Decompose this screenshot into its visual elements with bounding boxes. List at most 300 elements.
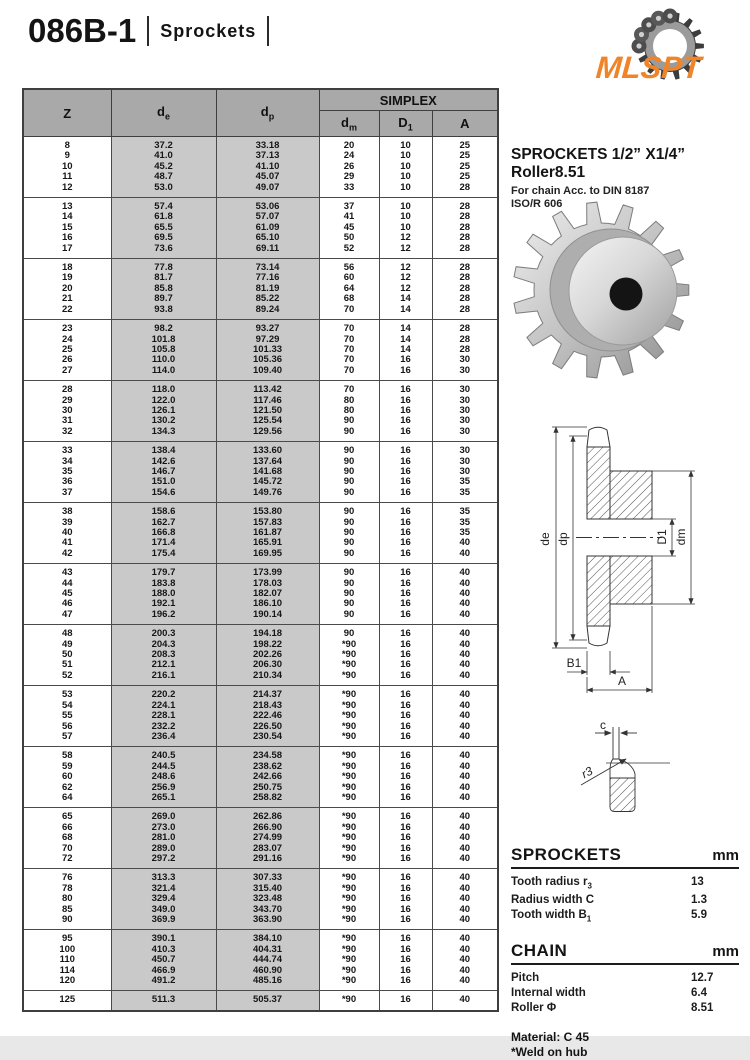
cell-dm: 90 bbox=[319, 477, 379, 487]
cell-z: 40 bbox=[23, 528, 111, 538]
cell-z: 16 bbox=[23, 233, 111, 243]
cell-dp: 57.07 bbox=[216, 212, 319, 222]
sprocket-chain-logo-icon bbox=[602, 4, 730, 56]
table-row bbox=[23, 183, 498, 198]
divider-bar bbox=[267, 16, 269, 46]
cell-a: 40 bbox=[432, 650, 498, 660]
cell-de: 53.0 bbox=[111, 183, 216, 198]
table-row bbox=[23, 610, 498, 625]
cell-a: 40 bbox=[432, 905, 498, 915]
cell-de: 142.6 bbox=[111, 457, 216, 467]
chain-unit-label: mm bbox=[712, 942, 739, 960]
cell-de: 130.2 bbox=[111, 416, 216, 426]
table-row bbox=[23, 427, 498, 442]
cell-dm: *90 bbox=[319, 991, 379, 1011]
cell-de: 85.8 bbox=[111, 284, 216, 294]
cell-z: 15 bbox=[23, 223, 111, 233]
spec-value: 8.51 bbox=[691, 1001, 714, 1014]
cell-dp: 77.16 bbox=[216, 273, 319, 283]
spec-label: Radius width C bbox=[511, 894, 595, 907]
cell-d1: 14 bbox=[379, 345, 432, 355]
cell-dp: 460.90 bbox=[216, 966, 319, 976]
cell-dp: 404.31 bbox=[216, 945, 319, 955]
cell-z: 65 bbox=[23, 808, 111, 823]
cell-z: 14 bbox=[23, 212, 111, 222]
table-row bbox=[23, 503, 498, 518]
cell-dm: 70 bbox=[319, 305, 379, 320]
cell-dp: 113.42 bbox=[216, 381, 319, 396]
cell-dm: 70 bbox=[319, 366, 379, 381]
col-header-de: $d_e$ bbox=[111, 89, 216, 137]
cell-de: 81.7 bbox=[111, 273, 216, 283]
cell-de: 466.9 bbox=[111, 966, 216, 976]
cell-de: 269.0 bbox=[111, 808, 216, 823]
cell-dm: 70 bbox=[319, 335, 379, 345]
cell-z: 30 bbox=[23, 406, 111, 416]
cell-z: 17 bbox=[23, 244, 111, 259]
cell-dp: 485.16 bbox=[216, 976, 319, 991]
cell-dm: *90 bbox=[319, 854, 379, 869]
cell-d1: 16 bbox=[379, 549, 432, 564]
spec-label: Pitch bbox=[511, 971, 540, 984]
cell-z: 9 bbox=[23, 151, 111, 161]
cell-de: 183.8 bbox=[111, 579, 216, 589]
table-row bbox=[23, 137, 498, 152]
cell-dm: *90 bbox=[319, 844, 379, 854]
table-row bbox=[23, 488, 498, 503]
cell-de: 37.2 bbox=[111, 137, 216, 152]
cell-d1: 16 bbox=[379, 747, 432, 762]
bore-hole-shape bbox=[610, 278, 643, 311]
table-row bbox=[23, 747, 498, 762]
cell-a: 28 bbox=[432, 305, 498, 320]
cell-z: 25 bbox=[23, 345, 111, 355]
cell-de: 138.4 bbox=[111, 442, 216, 457]
cell-dp: 149.76 bbox=[216, 488, 319, 503]
cell-z: 64 bbox=[23, 793, 111, 808]
table-row bbox=[23, 915, 498, 930]
cell-de: 349.0 bbox=[111, 905, 216, 915]
cell-de: 192.1 bbox=[111, 599, 216, 609]
cell-dm: *90 bbox=[319, 884, 379, 894]
cell-d1: 16 bbox=[379, 528, 432, 538]
cell-z: 10 bbox=[23, 162, 111, 172]
cell-a: 40 bbox=[432, 589, 498, 599]
cell-d1: 16 bbox=[379, 660, 432, 670]
cell-d1: 16 bbox=[379, 783, 432, 793]
row-group bbox=[23, 991, 498, 1011]
cell-de: 297.2 bbox=[111, 854, 216, 869]
cell-dp: 33.18 bbox=[216, 137, 319, 152]
cell-dp: 291.16 bbox=[216, 854, 319, 869]
cell-de: 122.0 bbox=[111, 396, 216, 406]
cell-z: 76 bbox=[23, 869, 111, 884]
cell-a: 35 bbox=[432, 528, 498, 538]
label-d1: D1 bbox=[655, 529, 669, 545]
table-row bbox=[23, 686, 498, 701]
cell-z: 42 bbox=[23, 549, 111, 564]
cell-dp: 242.66 bbox=[216, 772, 319, 782]
cell-z: 90 bbox=[23, 915, 111, 930]
brand-logo bbox=[596, 4, 736, 90]
cell-a: 40 bbox=[432, 783, 498, 793]
cell-d1: 16 bbox=[379, 762, 432, 772]
cell-a: 40 bbox=[432, 772, 498, 782]
cell-dp: 384.10 bbox=[216, 930, 319, 945]
cell-d1: 16 bbox=[379, 366, 432, 381]
cell-a: 28 bbox=[432, 223, 498, 233]
cell-d1: 16 bbox=[379, 538, 432, 548]
row-group bbox=[23, 930, 498, 991]
page-title: Sprockets bbox=[160, 20, 257, 41]
cell-de: 175.4 bbox=[111, 549, 216, 564]
cell-dp: 210.34 bbox=[216, 671, 319, 686]
cell-a: 40 bbox=[432, 732, 498, 747]
row-group bbox=[23, 320, 498, 381]
col-header-dp: $d_p$ bbox=[216, 89, 319, 137]
cell-a: 28 bbox=[432, 183, 498, 198]
cell-d1: 14 bbox=[379, 305, 432, 320]
cell-dm: 24 bbox=[319, 151, 379, 161]
cell-z: 110 bbox=[23, 955, 111, 965]
cell-de: 224.1 bbox=[111, 701, 216, 711]
cell-z: 24 bbox=[23, 335, 111, 345]
cell-dp: 93.27 bbox=[216, 320, 319, 335]
cell-z: 43 bbox=[23, 564, 111, 579]
cell-de: 281.0 bbox=[111, 833, 216, 843]
cell-z: 120 bbox=[23, 976, 111, 991]
cell-z: 44 bbox=[23, 579, 111, 589]
col-header-dm: $d_m$ bbox=[319, 111, 379, 137]
cell-dp: 73.14 bbox=[216, 259, 319, 274]
cell-d1: 16 bbox=[379, 671, 432, 686]
cell-dp: 283.07 bbox=[216, 844, 319, 854]
cell-a: 40 bbox=[432, 884, 498, 894]
cell-de: 236.4 bbox=[111, 732, 216, 747]
cell-z: 125 bbox=[23, 991, 111, 1011]
row-group bbox=[23, 381, 498, 442]
cell-z: 59 bbox=[23, 762, 111, 772]
cell-a: 28 bbox=[432, 345, 498, 355]
cell-a: 40 bbox=[432, 894, 498, 904]
cell-de: 196.2 bbox=[111, 610, 216, 625]
cell-d1: 16 bbox=[379, 823, 432, 833]
cell-d1: 16 bbox=[379, 579, 432, 589]
cell-d1: 16 bbox=[379, 808, 432, 823]
cell-de: 101.8 bbox=[111, 335, 216, 345]
cell-z: 38 bbox=[23, 503, 111, 518]
table-row bbox=[23, 244, 498, 259]
cell-de: 151.0 bbox=[111, 477, 216, 487]
sprockets-spec-rows bbox=[511, 875, 739, 927]
cell-d1: 10 bbox=[379, 212, 432, 222]
cell-dm: 70 bbox=[319, 320, 379, 335]
cell-a: 30 bbox=[432, 366, 498, 381]
cell-z: 22 bbox=[23, 305, 111, 320]
cell-dm: 90 bbox=[319, 599, 379, 609]
cell-d1: 12 bbox=[379, 273, 432, 283]
tooth-detail bbox=[581, 727, 670, 812]
cell-dm: 50 bbox=[319, 233, 379, 243]
cell-a: 40 bbox=[432, 991, 498, 1011]
cell-dp: 61.09 bbox=[216, 223, 319, 233]
cell-a: 35 bbox=[432, 488, 498, 503]
cell-z: 31 bbox=[23, 416, 111, 426]
table-row bbox=[23, 305, 498, 320]
cell-d1: 12 bbox=[379, 284, 432, 294]
cell-z: 56 bbox=[23, 722, 111, 732]
cell-dp: 85.22 bbox=[216, 294, 319, 304]
cell-z: 53 bbox=[23, 686, 111, 701]
logo-wordmark: MLSPT bbox=[594, 50, 703, 85]
cell-dm: 52 bbox=[319, 244, 379, 259]
cell-de: 289.0 bbox=[111, 844, 216, 854]
cell-de: 212.1 bbox=[111, 660, 216, 670]
cell-z: 19 bbox=[23, 273, 111, 283]
cell-z: 72 bbox=[23, 854, 111, 869]
cell-de: 200.3 bbox=[111, 625, 216, 640]
cell-a: 30 bbox=[432, 416, 498, 426]
row-group bbox=[23, 503, 498, 564]
sprocket-photo bbox=[505, 198, 745, 383]
cell-de: 48.7 bbox=[111, 172, 216, 182]
cell-a: 25 bbox=[432, 137, 498, 152]
cell-dm: 26 bbox=[319, 162, 379, 172]
cell-dm: 90 bbox=[319, 518, 379, 528]
cell-d1: 10 bbox=[379, 137, 432, 152]
cell-dm: *90 bbox=[319, 793, 379, 808]
cell-z: 58 bbox=[23, 747, 111, 762]
cell-z: 20 bbox=[23, 284, 111, 294]
cell-dp: 343.70 bbox=[216, 905, 319, 915]
cell-dm: 90 bbox=[319, 625, 379, 640]
cell-de: 154.6 bbox=[111, 488, 216, 503]
cell-d1: 16 bbox=[379, 991, 432, 1011]
cell-dp: 258.82 bbox=[216, 793, 319, 808]
cell-dp: 182.07 bbox=[216, 589, 319, 599]
spec-label: Tooth radius $r_3$ bbox=[511, 876, 592, 891]
cell-z: 78 bbox=[23, 884, 111, 894]
cell-d1: 16 bbox=[379, 833, 432, 843]
col-header-a: A bbox=[432, 111, 498, 137]
cell-de: 220.2 bbox=[111, 686, 216, 701]
cell-dm: 90 bbox=[319, 610, 379, 625]
cell-z: 11 bbox=[23, 172, 111, 182]
cell-a: 40 bbox=[432, 722, 498, 732]
cell-dp: 97.29 bbox=[216, 335, 319, 345]
table-row bbox=[23, 976, 498, 991]
cell-a: 30 bbox=[432, 381, 498, 396]
cell-dp: 69.11 bbox=[216, 244, 319, 259]
cell-z: 46 bbox=[23, 599, 111, 609]
cell-d1: 16 bbox=[379, 467, 432, 477]
table-row bbox=[23, 930, 498, 945]
cell-a: 40 bbox=[432, 671, 498, 686]
cell-de: 256.9 bbox=[111, 783, 216, 793]
cell-dp: 206.30 bbox=[216, 660, 319, 670]
cell-de: 450.7 bbox=[111, 955, 216, 965]
spec-row bbox=[511, 971, 739, 986]
table-row bbox=[23, 198, 498, 213]
cell-dm: *90 bbox=[319, 650, 379, 660]
sprockets-heading-label: SPROCKETS bbox=[511, 845, 622, 864]
cell-d1: 16 bbox=[379, 355, 432, 365]
cell-de: 61.8 bbox=[111, 212, 216, 222]
cell-a: 40 bbox=[432, 610, 498, 625]
col-header-simplex: SIMPLEX bbox=[319, 89, 498, 111]
cell-dp: 49.07 bbox=[216, 183, 319, 198]
cell-a: 40 bbox=[432, 660, 498, 670]
cell-z: 48 bbox=[23, 625, 111, 640]
row-group bbox=[23, 137, 498, 198]
cell-dp: 226.50 bbox=[216, 722, 319, 732]
cell-dp: 234.58 bbox=[216, 747, 319, 762]
cell-a: 40 bbox=[432, 808, 498, 823]
table-row bbox=[23, 808, 498, 823]
spec-row bbox=[511, 875, 739, 893]
cell-a: 40 bbox=[432, 976, 498, 991]
cell-dp: 145.72 bbox=[216, 477, 319, 487]
cell-de: 410.3 bbox=[111, 945, 216, 955]
cell-z: 68 bbox=[23, 833, 111, 843]
spec-value: 13 bbox=[691, 876, 704, 888]
cell-d1: 16 bbox=[379, 844, 432, 854]
cell-dm: 90 bbox=[319, 564, 379, 579]
cell-a: 40 bbox=[432, 625, 498, 640]
cell-z: 50 bbox=[23, 650, 111, 660]
chain-note: For chain Acc. to DIN 8187 bbox=[511, 185, 650, 197]
cell-dp: 101.33 bbox=[216, 345, 319, 355]
cell-d1: 16 bbox=[379, 722, 432, 732]
cell-dm: *90 bbox=[319, 711, 379, 721]
cell-d1: 14 bbox=[379, 320, 432, 335]
cell-de: 158.6 bbox=[111, 503, 216, 518]
spec-section bbox=[511, 845, 739, 1060]
cell-de: 146.7 bbox=[111, 467, 216, 477]
table-row bbox=[23, 549, 498, 564]
cell-z: 47 bbox=[23, 610, 111, 625]
cell-dp: 41.10 bbox=[216, 162, 319, 172]
chain-spec-heading bbox=[511, 941, 739, 965]
cell-a: 28 bbox=[432, 320, 498, 335]
cell-d1: 16 bbox=[379, 869, 432, 884]
cell-a: 25 bbox=[432, 172, 498, 182]
cell-z: 54 bbox=[23, 701, 111, 711]
cell-dp: 238.62 bbox=[216, 762, 319, 772]
cell-a: 30 bbox=[432, 442, 498, 457]
row-group bbox=[23, 625, 498, 686]
cell-d1: 10 bbox=[379, 172, 432, 182]
cell-z: 26 bbox=[23, 355, 111, 365]
cell-z: 49 bbox=[23, 640, 111, 650]
cell-z: 34 bbox=[23, 457, 111, 467]
cell-z: 18 bbox=[23, 259, 111, 274]
cell-a: 40 bbox=[432, 833, 498, 843]
label-r3: r3 bbox=[579, 763, 596, 782]
cell-a: 28 bbox=[432, 273, 498, 283]
cell-dp: 157.83 bbox=[216, 518, 319, 528]
cell-dp: 173.99 bbox=[216, 564, 319, 579]
table-row bbox=[23, 320, 498, 335]
row-group bbox=[23, 808, 498, 869]
cell-d1: 16 bbox=[379, 599, 432, 609]
cell-z: 23 bbox=[23, 320, 111, 335]
cell-a: 40 bbox=[432, 762, 498, 772]
cell-dm: 41 bbox=[319, 212, 379, 222]
cell-dm: 33 bbox=[319, 183, 379, 198]
cell-d1: 16 bbox=[379, 772, 432, 782]
label-b1: B1 bbox=[566, 656, 582, 670]
cell-dp: 194.18 bbox=[216, 625, 319, 640]
cell-dm: *90 bbox=[319, 966, 379, 976]
cell-a: 40 bbox=[432, 955, 498, 965]
cell-dp: 178.03 bbox=[216, 579, 319, 589]
cell-d1: 10 bbox=[379, 198, 432, 213]
cell-dm: 56 bbox=[319, 259, 379, 274]
cell-d1: 16 bbox=[379, 711, 432, 721]
cell-de: 98.2 bbox=[111, 320, 216, 335]
cell-z: 21 bbox=[23, 294, 111, 304]
spec-value: 12.7 bbox=[691, 971, 714, 984]
cell-a: 25 bbox=[432, 151, 498, 161]
row-group bbox=[23, 869, 498, 930]
cell-de: 171.4 bbox=[111, 538, 216, 548]
cell-d1: 16 bbox=[379, 488, 432, 503]
cell-d1: 16 bbox=[379, 945, 432, 955]
cell-a: 30 bbox=[432, 457, 498, 467]
cell-dp: 323.48 bbox=[216, 894, 319, 904]
cell-dp: 315.40 bbox=[216, 884, 319, 894]
cell-dm: *90 bbox=[319, 823, 379, 833]
cell-dp: 109.40 bbox=[216, 366, 319, 381]
cell-d1: 16 bbox=[379, 457, 432, 467]
cell-de: 57.4 bbox=[111, 198, 216, 213]
cell-dp: 105.36 bbox=[216, 355, 319, 365]
spec-row bbox=[511, 893, 739, 908]
cell-a: 40 bbox=[432, 711, 498, 721]
cell-dp: 198.22 bbox=[216, 640, 319, 650]
cell-a: 40 bbox=[432, 869, 498, 884]
cell-a: 28 bbox=[432, 233, 498, 243]
cell-dm: *90 bbox=[319, 732, 379, 747]
label-dm: dm bbox=[674, 528, 688, 546]
cell-z: 80 bbox=[23, 894, 111, 904]
spec-value: 5.9 bbox=[691, 909, 707, 922]
cell-d1: 16 bbox=[379, 854, 432, 869]
cell-z: 27 bbox=[23, 366, 111, 381]
page-header bbox=[28, 12, 280, 50]
table-row bbox=[23, 772, 498, 782]
cross-section bbox=[587, 427, 652, 646]
cell-de: 228.1 bbox=[111, 711, 216, 721]
cell-z: 55 bbox=[23, 711, 111, 721]
cell-de: 45.2 bbox=[111, 162, 216, 172]
cell-d1: 16 bbox=[379, 976, 432, 991]
cell-dm: *90 bbox=[319, 930, 379, 945]
cell-de: 162.7 bbox=[111, 518, 216, 528]
cell-d1: 16 bbox=[379, 416, 432, 426]
cell-dm: 80 bbox=[319, 396, 379, 406]
cell-dp: 137.64 bbox=[216, 457, 319, 467]
cell-a: 40 bbox=[432, 686, 498, 701]
cell-dm: 90 bbox=[319, 457, 379, 467]
cell-d1: 16 bbox=[379, 955, 432, 965]
cell-de: 369.9 bbox=[111, 915, 216, 930]
cell-dm: 70 bbox=[319, 381, 379, 396]
cell-dm: *90 bbox=[319, 660, 379, 670]
divider-bar bbox=[147, 16, 149, 46]
row-group bbox=[23, 564, 498, 625]
